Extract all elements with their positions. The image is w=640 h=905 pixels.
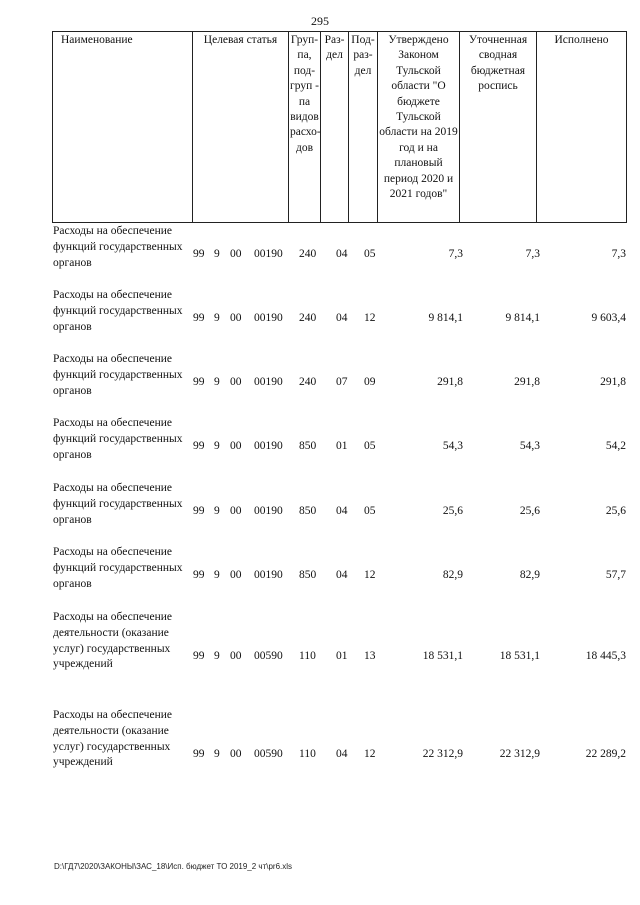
target-part-4: 00190 xyxy=(254,440,283,452)
group-code: 240 xyxy=(299,376,317,388)
group-code: 240 xyxy=(299,248,317,260)
target-part-2: 9 xyxy=(214,569,220,581)
approved-value: 18 531,1 xyxy=(422,650,463,662)
header-refined: Уточненная сводная бюджетная роспись xyxy=(460,32,537,223)
refined-value: 25,6 xyxy=(519,505,540,517)
target-part-4: 00190 xyxy=(254,248,283,260)
executed-value: 57,7 xyxy=(605,569,626,581)
subsection-code: 12 xyxy=(364,569,376,581)
target-part-1: 99 xyxy=(193,650,205,662)
section-code: 04 xyxy=(336,505,348,517)
group-code: 240 xyxy=(299,312,317,324)
row-name: Расходы на обеспечение функций государственных органов xyxy=(53,546,183,590)
target-part-3: 00 xyxy=(230,569,242,581)
group-code: 850 xyxy=(299,440,317,452)
approved-value: 9 814,1 xyxy=(428,312,463,324)
executed-value: 291,8 xyxy=(600,376,626,388)
approved-value: 291,8 xyxy=(437,376,463,388)
subsection-code: 09 xyxy=(364,376,376,388)
approved-value: 54,3 xyxy=(442,440,463,452)
refined-value: 291,8 xyxy=(514,376,540,388)
subsection-code: 05 xyxy=(364,248,376,260)
refined-value: 54,3 xyxy=(519,440,540,452)
header-approved: Утверждено Законом Тульской области "О бюджете Тульской области на 2019 год и на плановый период 2020 и 2021 годов" xyxy=(378,32,460,223)
section-code: 04 xyxy=(336,569,348,581)
section-code: 04 xyxy=(336,312,348,324)
refined-value: 18 531,1 xyxy=(499,650,540,662)
row-name: Расходы на обеспечение функций государственных органов xyxy=(53,482,183,526)
executed-value: 25,6 xyxy=(605,505,626,517)
section-code: 04 xyxy=(336,248,348,260)
group-code: 850 xyxy=(299,505,317,517)
target-part-4: 00590 xyxy=(254,650,283,662)
file-path-footer: D:\ГД7\2020\ЗАКОНЫ\ЗАС_18\Исп. бюджет ТО 2019_2 чт\pr6.xls xyxy=(54,862,293,871)
target-part-3: 00 xyxy=(230,650,242,662)
target-part-2: 9 xyxy=(214,505,220,517)
target-part-2: 9 xyxy=(214,650,220,662)
target-part-1: 99 xyxy=(193,569,205,581)
header-target: Целевая статья xyxy=(193,32,289,223)
target-part-2: 9 xyxy=(214,312,220,324)
header-section: Раз-дел xyxy=(321,32,349,223)
target-part-3: 00 xyxy=(230,376,242,388)
refined-value: 9 814,1 xyxy=(505,312,540,324)
target-part-4: 00190 xyxy=(254,505,283,517)
header-subsection: Под-раз-дел xyxy=(349,32,378,223)
section-code: 01 xyxy=(336,650,348,662)
target-part-2: 9 xyxy=(214,376,220,388)
executed-value: 54,2 xyxy=(605,440,626,452)
target-part-4: 00590 xyxy=(254,748,283,760)
target-part-4: 00190 xyxy=(254,569,283,581)
section-code: 04 xyxy=(336,748,348,760)
approved-value: 7,3 xyxy=(448,248,463,260)
group-code: 110 xyxy=(299,748,316,760)
target-part-1: 99 xyxy=(193,440,205,452)
subsection-code: 13 xyxy=(364,650,376,662)
executed-value: 9 603,4 xyxy=(591,312,626,324)
row-name: Расходы на обеспечение функций государственных органов xyxy=(53,289,183,333)
subsection-code: 12 xyxy=(364,748,376,760)
row-name: Расходы на обеспечение деятельности (оказание услуг) государственных учреждений xyxy=(53,611,172,671)
group-code: 850 xyxy=(299,569,317,581)
row-name: Расходы на обеспечение функций государственных органов xyxy=(53,225,183,269)
section-code: 01 xyxy=(336,440,348,452)
target-part-3: 00 xyxy=(230,440,242,452)
executed-value: 18 445,3 xyxy=(585,650,626,662)
page-number: 295 xyxy=(311,14,329,28)
executed-value: 22 289,2 xyxy=(585,748,626,760)
approved-value: 25,6 xyxy=(442,505,463,517)
refined-value: 22 312,9 xyxy=(499,748,540,760)
row-name: Расходы на обеспечение деятельности (оказание услуг) государственных учреждений xyxy=(53,709,172,769)
executed-value: 7,3 xyxy=(611,248,626,260)
header-group: Груп-па, под-груп - па видов расхо-дов xyxy=(289,32,321,223)
subsection-code: 05 xyxy=(364,440,376,452)
target-part-2: 9 xyxy=(214,440,220,452)
subsection-code: 05 xyxy=(364,505,376,517)
refined-value: 7,3 xyxy=(525,248,540,260)
row-name: Расходы на обеспечение функций государственных органов xyxy=(53,353,183,397)
refined-value: 82,9 xyxy=(519,569,540,581)
target-part-3: 00 xyxy=(230,748,242,760)
header-name: Наименование xyxy=(53,32,193,223)
target-part-1: 99 xyxy=(193,312,205,324)
subsection-code: 12 xyxy=(364,312,376,324)
target-part-4: 00190 xyxy=(254,376,283,388)
group-code: 110 xyxy=(299,650,316,662)
approved-value: 82,9 xyxy=(442,569,463,581)
row-name: Расходы на обеспечение функций государственных органов xyxy=(53,417,183,461)
approved-value: 22 312,9 xyxy=(422,748,463,760)
target-part-2: 9 xyxy=(214,248,220,260)
header-executed: Исполнено xyxy=(537,32,627,223)
target-part-3: 00 xyxy=(230,248,242,260)
target-part-1: 99 xyxy=(193,505,205,517)
target-part-4: 00190 xyxy=(254,312,283,324)
target-part-1: 99 xyxy=(193,248,205,260)
target-part-1: 99 xyxy=(193,748,205,760)
target-part-3: 00 xyxy=(230,312,242,324)
section-code: 07 xyxy=(336,376,348,388)
target-part-3: 00 xyxy=(230,505,242,517)
target-part-2: 9 xyxy=(214,748,220,760)
target-part-1: 99 xyxy=(193,376,205,388)
